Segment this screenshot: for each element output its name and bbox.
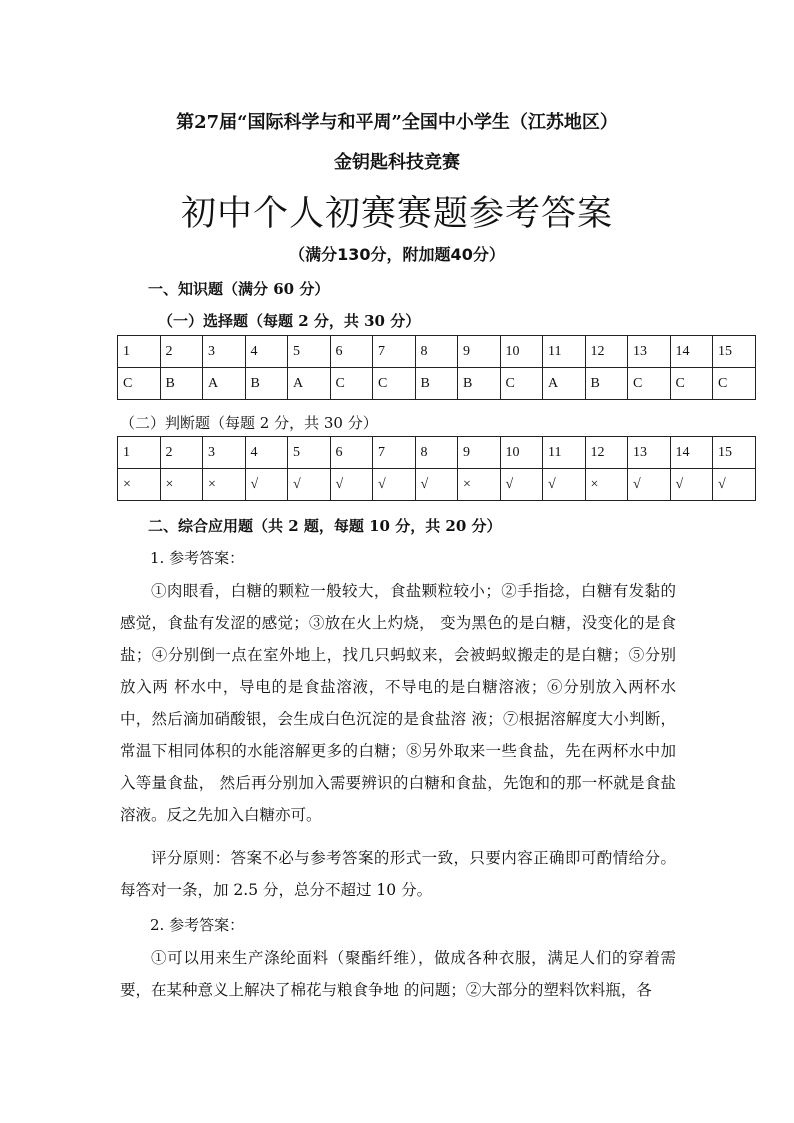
- answer-cell: A: [288, 368, 331, 400]
- answer-cell: A: [543, 368, 586, 400]
- question-number-cell: 15: [713, 437, 756, 469]
- answer-cell: ×: [118, 469, 161, 501]
- question-number-cell: 9: [458, 437, 501, 469]
- question-number-cell: 6: [330, 336, 373, 368]
- question-number-cell: 1: [118, 336, 161, 368]
- question-number-cell: 12: [585, 336, 628, 368]
- judge-answer-row: [118, 469, 756, 501]
- q2-label: 2. 参考答案：: [150, 916, 245, 934]
- answer-cell: √: [330, 469, 373, 501]
- question-number-cell: 11: [543, 437, 586, 469]
- q1-label: 1. 参考答案：: [150, 549, 245, 567]
- question-number-cell: 10: [500, 437, 543, 469]
- question-number-cell: 9: [458, 336, 501, 368]
- judge-number-row: [118, 437, 756, 469]
- answer-cell: √: [713, 469, 756, 501]
- question-number-cell: 11: [543, 336, 586, 368]
- question-number-cell: 1: [118, 437, 161, 469]
- answer-cell: C: [330, 368, 373, 400]
- question-number-cell: 10: [500, 336, 543, 368]
- answer-cell: ×: [585, 469, 628, 501]
- answer-cell: √: [288, 469, 331, 501]
- answer-cell: C: [118, 368, 161, 400]
- answer-cell: B: [585, 368, 628, 400]
- answer-cell: A: [203, 368, 246, 400]
- answer-cell: C: [628, 368, 671, 400]
- section1-heading: 一、知识题（满分 60 分）: [148, 280, 330, 298]
- question-number-cell: 13: [628, 437, 671, 469]
- answer-cell: ×: [203, 469, 246, 501]
- answer-cell: C: [670, 368, 713, 400]
- answer-cell: √: [415, 469, 458, 501]
- question-number-cell: 14: [670, 437, 713, 469]
- q1-answer-text: ①肉眼看，白糖的颗粒一般较大，食盐颗粒较小；②手指捻，白糖有发黏的感觉，食盐有发涩的感觉；③放在火上灼烧， 变为黑色的是白糖，没变化的是食盐；④分别倒一点在室外地上，找几只蚂蚁来，会被蚂蚁搬走的是白糖；⑤分别放入两 杯水中，导电的是食盐溶液，不导电的是白糖溶液；⑥分别放入两杯水中，然后滴加硝酸银，会生成白色沉淀的是食盐溶 液；⑦根据溶解度大小判断，常温下相同体积的水能溶解更多的白糖；⑧另外取来一些食盐，先在两杯水中加入等量食盐， 然后再分别加入需要辨识的白糖和食盐，先饱和的那一杯就是食盐溶液。反之先加入白糖亦可。: [120, 582, 676, 824]
- q1-grading-text: 评分原则：答案不必与参考答案的形式一致，只要内容正确即可酌情给分。每答对一条，加 2.5 分，总分不超过 10 分。: [120, 849, 676, 899]
- question-number-cell: 15: [713, 336, 756, 368]
- question-number-cell: 2: [160, 437, 203, 469]
- question-number-cell: 14: [670, 336, 713, 368]
- answer-cell: √: [543, 469, 586, 501]
- answer-cell: C: [713, 368, 756, 400]
- question-number-cell: 8: [415, 336, 458, 368]
- question-number-cell: 7: [373, 437, 416, 469]
- answer-cell: B: [458, 368, 501, 400]
- question-number-cell: 13: [628, 336, 671, 368]
- question-number-cell: 6: [330, 437, 373, 469]
- competition-title: 第27届“国际科学与和平周”全国中小学生（江苏地区）: [176, 112, 618, 133]
- answer-cell: √: [670, 469, 713, 501]
- answer-cell: ×: [160, 469, 203, 501]
- answer-cell: B: [245, 368, 288, 400]
- question-number-cell: 12: [585, 437, 628, 469]
- question-number-cell: 2: [160, 336, 203, 368]
- choice-answer-table: [117, 335, 756, 400]
- score-note: （满分130分，附加题40分）: [289, 245, 505, 264]
- answer-cell: √: [245, 469, 288, 501]
- answer-cell: B: [160, 368, 203, 400]
- question-number-cell: 5: [288, 336, 331, 368]
- question-number-cell: 5: [288, 437, 331, 469]
- question-number-cell: 3: [203, 336, 246, 368]
- q2-answer-text: ①可以用来生产涤纶面料（聚酯纤维），做成各种衣服，满足人们的穿着需要，在某种意义上解决了棉花与粮食争地 的问题；②大部分的塑料饮料瓶，各: [120, 949, 676, 999]
- judge-answer-table: [117, 436, 756, 501]
- question-number-cell: 4: [245, 336, 288, 368]
- answer-cell: ×: [458, 469, 501, 501]
- answer-cell: √: [500, 469, 543, 501]
- question-number-cell: 8: [415, 437, 458, 469]
- section2-heading: 二、综合应用题（共 2 题，每题 10 分，共 20 分）: [148, 517, 502, 535]
- answer-cell: C: [373, 368, 416, 400]
- judge-heading: （二）判断题（每题 2 分，共 30 分）: [120, 414, 378, 432]
- answer-cell: C: [500, 368, 543, 400]
- choice-heading: （一）选择题（每题 2 分，共 30 分）: [158, 312, 421, 330]
- answer-cell: B: [415, 368, 458, 400]
- answer-cell: √: [628, 469, 671, 501]
- choice-number-row: [118, 336, 756, 368]
- answer-cell: √: [373, 469, 416, 501]
- question-number-cell: 4: [245, 437, 288, 469]
- document-title: 初中个人初赛赛题参考答案: [180, 194, 613, 234]
- competition-subtitle: 金钥匙科技竞赛: [334, 152, 460, 173]
- question-number-cell: 3: [203, 437, 246, 469]
- choice-answer-row: [118, 368, 756, 400]
- question-number-cell: 7: [373, 336, 416, 368]
